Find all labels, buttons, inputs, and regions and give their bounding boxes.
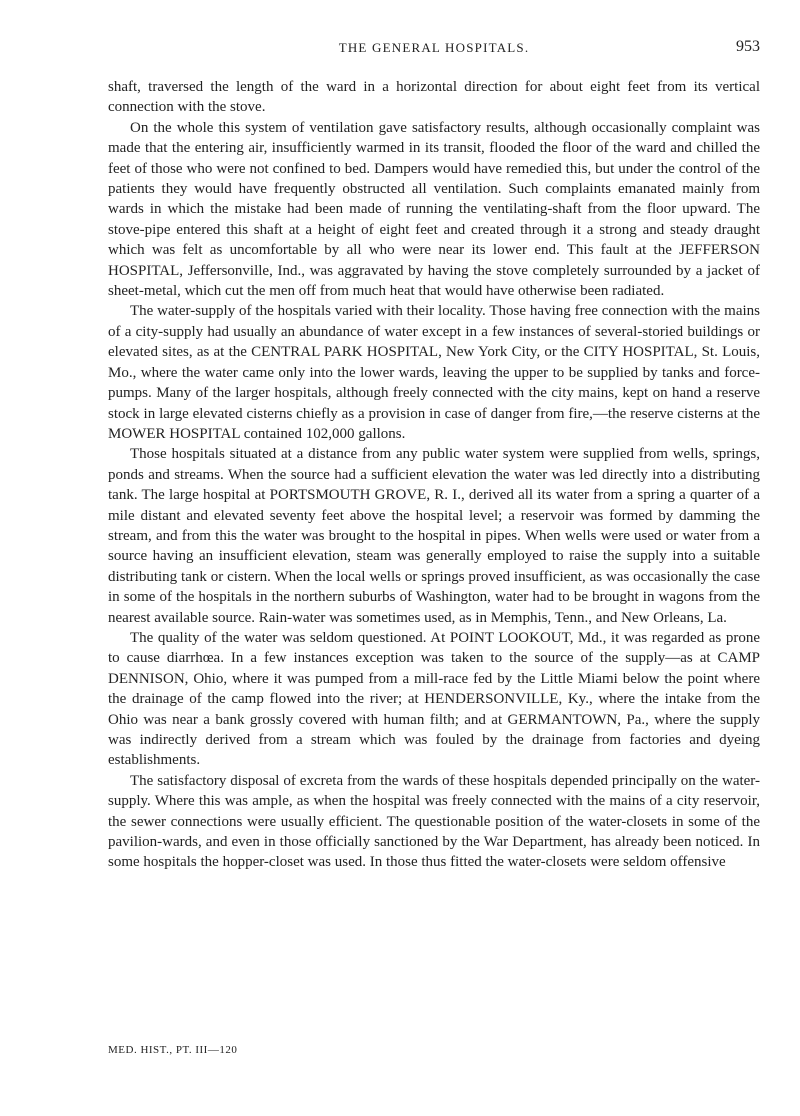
body-text <box>108 77 760 873</box>
running-title: THE GENERAL HOSPITALS. <box>338 40 530 55</box>
signature-mark: MED. HIST., PT. III—120 <box>108 1044 238 1056</box>
paragraph: Those hospitals situated at a distance from any public water system were supplied from wells, springs, ponds and streams. When the source had a sufficient elevation the water was led directly into a distributing tank. The large hospital at PORTSMOUTH GROVE, R. I., derived all its water from a spring a quarter of a mile distant and elevated seventy feet above the hospital level; a reservoir was formed by damming the stream, and from this the water was brought to the hospital in pipes. When wells were used or water from a source having an insufficient elevation, steam was generally employed to raise the supply into a suitable distributing tank or cistern. When the local wells or springs proved insufficient, as was occasionally the case in some of the hospitals in the northern suburbs of Washington, water had to be brought in wagons from the nearest available source. Rain-water was sometimes used, as in Memphis, Tenn., and New Orleans, La. <box>108 446 760 626</box>
paragraph: The quality of the water was seldom questioned. At POINT LOOKOUT, Md., it was regarded as prone to cause diarrhœa. In a few instances exception was taken to the source of the supply—as at CAMP DENNISON, Ohio, where it was pumped from a mill-race fed by the Little Miami below the point where the drainage of the camp flowed into the river; at HENDERSONVILLE, Ky., where the intake from the Ohio was near a bank grossly covered with human filth; and at GERMANTOWN, Pa., where the supply was indirectly derived from a stream which was fouled by the drainage from factories and dyeing establishments. <box>108 629 760 769</box>
page-header <box>108 40 760 60</box>
paragraph: shaft, traversed the length of the ward in a horizontal direction for about eight feet from its vertical connection with the stove. <box>108 79 760 116</box>
paragraph: The water-supply of the hospitals varied with their locality. Those having free connection with the mains of a city-supply had usually an abundance of water except in a few instances of several-storied buildings or elevated sites, as at the CENTRAL PARK HOSPITAL, New York City, or the CITY HOSPITAL, St. Louis, Mo., where the water came only into the lower wards, leaving the upper to be supplied by tanks and force-pumps. Many of the larger hospitals, although freely connected with the city mains, kept on hand a reserve stock in large elevated cisterns chiefly as a provision in case of danger from fire,—the reserve cisterns at the MOWER HOSPITAL contained 102,000 gallons. <box>108 303 760 442</box>
paragraph: On the whole this system of ventilation gave satisfactory results, although occasionally complaint was made that the entering air, insufficiently warmed in its transit, flooded the floor of the ward and chilled the feet of those who were not confined to bed. Dampers would have remedied this, but under the control of the patients they would have frequently obstructed all ventilation. Such complaints emanated mainly from wards in which the mistake had been made of running the ventilating-shaft from the floor upward. The stove-pipe entered this shaft at a height of eight feet and created through it a strong and steady draught which was felt as uncomfortable by all who were near its lower end. This fault at the JEFFERSON HOSPITAL, Jeffersonville, Ind., was aggravated by having the stove completely surrounded by a jacket of sheet-metal, which cut the men off from much heat that would have otherwise been radiated. <box>108 119 760 300</box>
paragraph: The satisfactory disposal of excreta from the wards of these hospitals depended principally on the water-supply. Where this was ample, as when the hospital was freely connected with the mains of a city reservoir, the sewer connections were usually efficient. The questionable position of the water-closets in some of the pavilion-wards, and even in those officially sanctioned by the War Department, has already been noticed. In some hospitals the hopper-closet was used. In those thus fitted the water-closets were seldom offensive <box>108 772 760 871</box>
page-number: 953 <box>736 38 760 55</box>
